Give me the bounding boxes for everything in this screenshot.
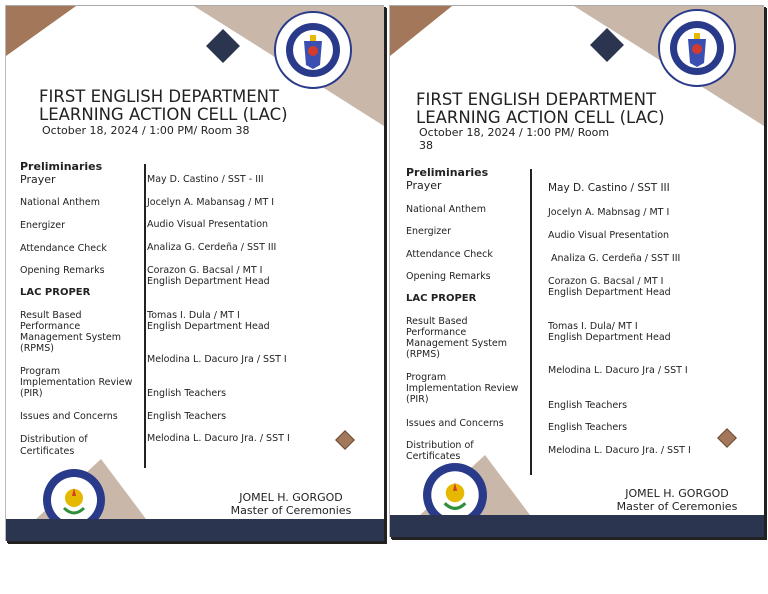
item-pir-line3: (PIR) (406, 394, 429, 405)
person-issues: English Teachers (147, 388, 227, 399)
section-lac-proper: LAC PROPER (20, 287, 91, 298)
item-pir-line1: Program (406, 372, 447, 383)
person-rpms-role: English Department Head (147, 321, 270, 332)
item-pir-line2: Implementation Review (20, 377, 133, 388)
item-distribution-line2: Certificates (406, 451, 461, 462)
item-pir-line2: Implementation Review (406, 383, 519, 394)
person-opening-role: English Department Head (548, 287, 671, 298)
program-card-right (389, 5, 764, 537)
person-anthem: Jocelyn A. Mabnsag / MT I (548, 207, 670, 218)
item-prayer: Prayer (20, 173, 56, 186)
mc-name: JOMEL H. GORGOD (239, 491, 343, 504)
event-date-time: October 18, 2024 / 1:00 PM/ Room 38 (42, 124, 250, 137)
mc-role: Master of Ceremonies (230, 504, 352, 517)
item-rpms-line3: Management System (406, 338, 508, 349)
person-rpms-role: English Department Head (548, 332, 671, 343)
item-rpms-line2: Performance (20, 321, 81, 332)
item-national-anthem: National Anthem (406, 204, 486, 215)
section-lac-proper: LAC PROPER (406, 293, 477, 304)
person-pir: Melodina L. Dacuro Jra / SST I (548, 365, 688, 376)
person-rpms: Tomas I. Dula / MT I (147, 310, 240, 321)
item-distribution-line1: Distribution of (20, 434, 88, 445)
program-card-left (5, 5, 384, 541)
footer-band (6, 519, 384, 541)
diamond-ornament-icon (335, 430, 355, 450)
event-room-number: 38 (419, 139, 433, 152)
divider-line (144, 164, 146, 468)
person-anthem: Jocelyn A. Mabansag / MT I (147, 197, 275, 208)
person-opening: Corazon G. Bacsal / MT I (548, 276, 664, 287)
person-rpms: Tomas I. Dula/ MT I (548, 321, 638, 332)
item-attendance-check: Attendance Check (20, 243, 107, 254)
page-title-line2: LEARNING ACTION CELL (LAC) (39, 105, 288, 124)
person-opening-role: English Department Head (147, 276, 270, 287)
person-pir: Melodina L. Dacuro Jra / SST I (147, 354, 287, 365)
item-national-anthem: National Anthem (20, 197, 100, 208)
person-prayer: May D. Castino / SST - III (147, 174, 264, 185)
item-rpms-line2: Performance (406, 327, 467, 338)
page-title-line2: LEARNING ACTION CELL (LAC) (416, 108, 665, 127)
page-title-line1: FIRST ENGLISH DEPARTMENT (416, 90, 657, 109)
item-prayer: Prayer (406, 179, 442, 192)
item-pir-line1: Program (20, 366, 61, 377)
item-opening-remarks: Opening Remarks (20, 265, 105, 276)
item-attendance-check: Attendance Check (406, 249, 493, 260)
mc-name: JOMEL H. GORGOD (625, 487, 729, 500)
deped-seal-icon (658, 9, 736, 87)
person-issues-2: English Teachers (548, 422, 628, 433)
item-rpms-line1: Result Based (20, 310, 82, 321)
mc-role: Master of Ceremonies (616, 500, 738, 513)
person-attendance: Analiza G. Cerdeña / SST III (551, 253, 681, 264)
person-distribution: Melodina L. Dacuro Jra. / SST I (548, 445, 691, 456)
person-energizer: Audio Visual Presentation (548, 230, 670, 241)
item-issues: Issues and Concerns (20, 411, 118, 422)
footer-band (390, 515, 764, 537)
item-rpms-line3: Management System (20, 332, 122, 343)
section-preliminaries: Preliminaries (406, 166, 489, 179)
diamond-ornament-icon (717, 428, 737, 448)
person-issues: English Teachers (548, 400, 628, 411)
person-distribution: Melodina L. Dacuro Jra. / SST I (147, 433, 290, 444)
deped-seal-icon (274, 11, 352, 89)
person-issues-2: English Teachers (147, 411, 227, 422)
item-energizer: Energizer (20, 220, 66, 231)
item-issues: Issues and Concerns (406, 418, 504, 429)
item-energizer: Energizer (406, 226, 452, 237)
person-attendance: Analiza G. Cerdeña / SST III (147, 242, 277, 253)
item-rpms-line1: Result Based (406, 316, 468, 327)
event-date-time: October 18, 2024 / 1:00 PM/ Room (419, 126, 610, 139)
item-distribution-line1: Distribution of (406, 440, 474, 451)
item-pir-line3: (PIR) (20, 388, 43, 399)
person-prayer: May D. Castino / SST III (548, 182, 670, 194)
corner-triangle-top-left (390, 6, 452, 56)
corner-triangle-top-left (6, 6, 76, 56)
person-energizer: Audio Visual Presentation (147, 219, 269, 230)
item-rpms-line4: (RPMS) (406, 349, 440, 360)
section-preliminaries: Preliminaries (20, 160, 103, 173)
item-distribution-line2: Certificates (20, 446, 75, 457)
item-rpms-line4: (RPMS) (20, 343, 54, 354)
divider-line (530, 169, 532, 475)
item-opening-remarks: Opening Remarks (406, 271, 491, 282)
person-opening: Corazon G. Bacsal / MT I (147, 265, 263, 276)
page-title-line1: FIRST ENGLISH DEPARTMENT (39, 87, 280, 106)
